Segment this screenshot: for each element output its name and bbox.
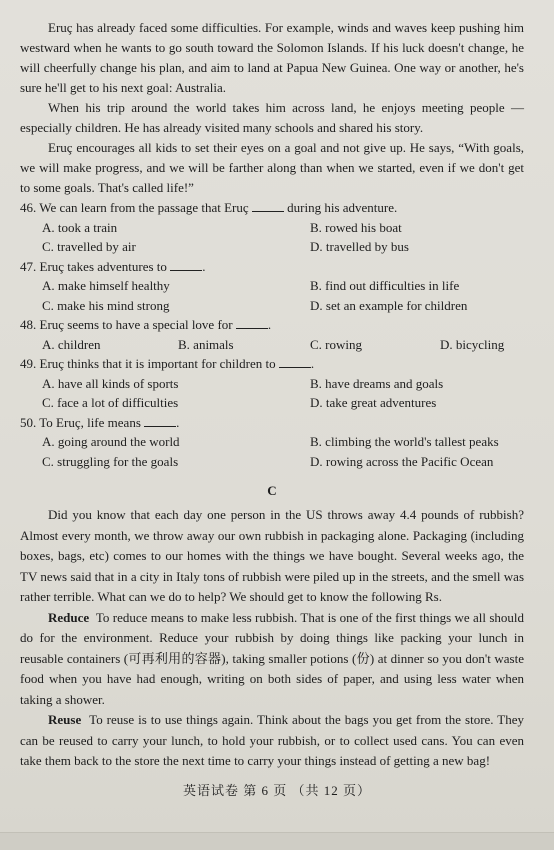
option-a: A. children: [42, 336, 101, 352]
question-stem-text: 48. Eruç seems to have a special love for: [20, 317, 233, 332]
option-a: A. took a train: [42, 219, 118, 235]
section-c-reuse-paragraph: [20, 710, 524, 772]
question-stem-tail: .: [267, 317, 272, 332]
option-a: A. going around the world: [42, 434, 180, 449]
question-stem: [20, 354, 524, 374]
option-grid: [20, 374, 524, 413]
option-d: D. set an example for children: [310, 297, 468, 313]
option-c: C. struggling for the goals: [42, 453, 179, 469]
option-a: A. have all kinds of sports: [42, 375, 179, 391]
question-stem: [20, 315, 524, 335]
option-c: C. make his mind strong: [42, 297, 170, 313]
option-b: B. climbing the world's tallest peaks: [310, 434, 499, 449]
option-grid: [20, 276, 524, 315]
reuse-text: To reuse is to use things again. Think about the bags you get from the store. They can be reused to carry your lunch, to hold your rubbish, or to collect used cans. You can even take them back to the store the next time to carry your things instead of getting a new bag!: [20, 712, 524, 768]
answer-blank: [279, 355, 311, 368]
section-heading: C: [267, 483, 277, 498]
passage-paragraph-2: When his trip around the world takes him across land, he enjoys meeting people — especially children. He has already visited many schools and shared his story.: [20, 100, 524, 135]
option-grid: [20, 335, 524, 355]
passage-paragraph-3: Eruç encourages all kids to set their eyes on a goal and not give up. He says, “With goals, we will make progress, and we will be farther along than when we started, even if we don't get to some goals. That's called life!”: [20, 140, 524, 195]
reuse-label: Reuse: [48, 712, 82, 727]
page-footer: 英语试卷 第 6 页 （共 12 页）: [182, 783, 371, 798]
reduce-text: To reduce means to make less rubbish. That is one of the first things we all should do for the environment. Reduce your rubbish by doing things like packing your lunch in reusable containers (可再利用的容器), taking smaller potions (份) at dinner so you don't waste food when you have had enough, writing on both sides of paper, and using less water when taking a shower.: [20, 609, 525, 707]
question-list: [20, 198, 524, 471]
paper-edge: [0, 832, 554, 850]
question-stem-text: 47. Eruç takes adventures to: [20, 258, 167, 274]
question-stem: [20, 257, 524, 277]
option-b: B. rowed his boat: [310, 219, 402, 235]
answer-blank: [144, 414, 176, 427]
question-stem-text: 50. To Eruç, life means: [20, 414, 141, 430]
option-b: B. find out difficulties in life: [310, 278, 460, 293]
answer-blank: [252, 199, 284, 212]
option-grid: [20, 218, 524, 257]
option-c: C. travelled by air: [42, 239, 136, 254]
question-stem-tail: .: [202, 258, 206, 274]
option-c: C. face a lot of difficulties: [42, 395, 179, 410]
reduce-label: Reduce: [48, 609, 90, 625]
option-b: B. animals: [178, 336, 234, 352]
question-stem: [20, 413, 524, 433]
section-c-paragraph-1: Did you know that each day one person in the US throws away 4.4 pounds of rubbish? Almost every month, we throw away our own rubbish in packaging alone. Packaging (including boxes, bags, etc) comes to our homes with the things we have bought. Several weeks ago, the TV news said that in a city in Italy tons of rubbish were piled up in the streets, and the smell was rather terrible. What can we do to help? We should get to know the following Rs.: [20, 507, 524, 604]
option-d: D. bicycling: [440, 336, 505, 352]
question-stem-tail: during his adventure.: [287, 200, 398, 215]
passage-paragraph-1: Eruç has already faced some difficulties. For example, winds and waves keep pushing him westward when he wants to go south toward the Solomon Islands. If his luck doesn't change, he will cheerfully change his plan, and aim to land at Papua New Guinea. One way or another, he's sure he'll get to his next goal: Australia.: [20, 20, 524, 95]
option-d: D. travelled by bus: [310, 239, 409, 254]
option-b: B. have dreams and goals: [310, 375, 444, 391]
option-grid: [20, 432, 524, 471]
question-stem-tail: .: [310, 356, 315, 371]
section-c-reduce-paragraph: [20, 608, 524, 711]
answer-blank: [236, 316, 268, 329]
answer-blank: [170, 258, 202, 271]
option-c: C. rowing: [310, 336, 362, 352]
question-stem-tail: .: [176, 414, 180, 430]
question-stem-text: 46. We can learn from the passage that Eruç: [20, 200, 249, 215]
option-d: D. take great adventures: [310, 395, 437, 410]
question-stem-text: 49. Eruç thinks that it is important for children to: [20, 356, 276, 371]
question-stem: [20, 198, 524, 218]
option-a: A. make himself healthy: [42, 278, 170, 293]
option-d: D. rowing across the Pacific Ocean: [310, 453, 494, 469]
